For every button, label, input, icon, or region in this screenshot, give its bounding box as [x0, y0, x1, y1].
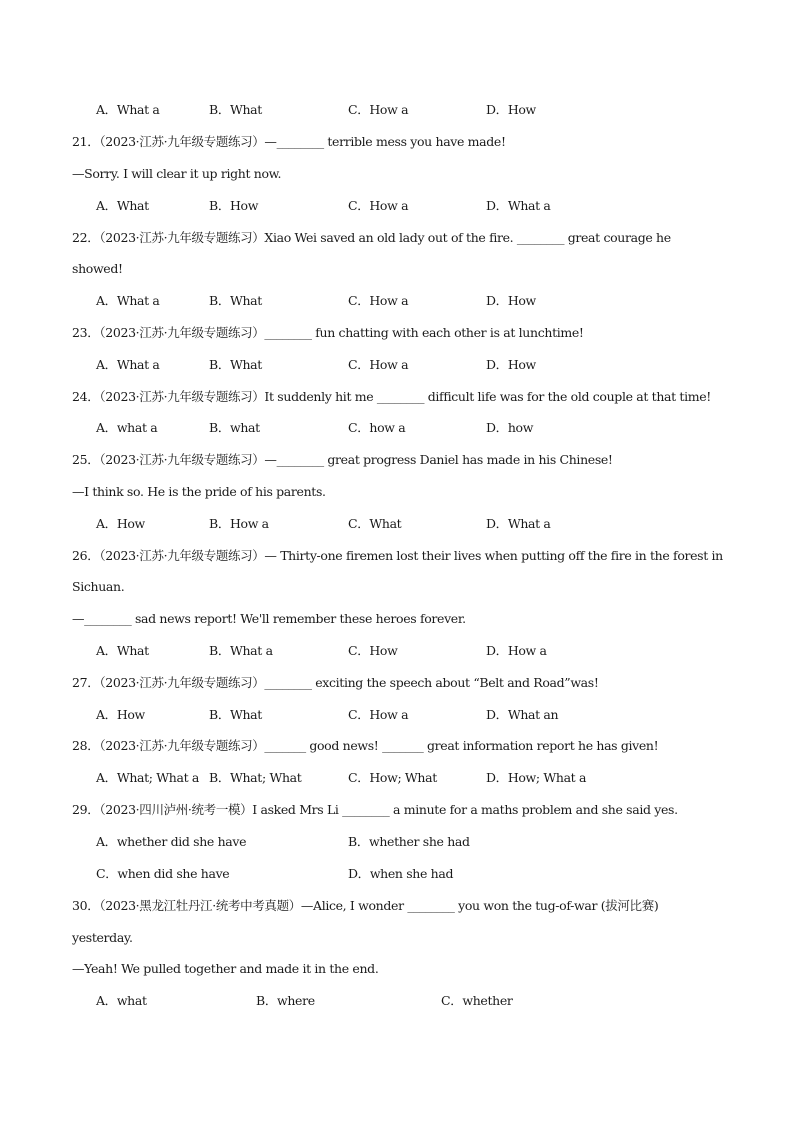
option-d: D．What a [486, 198, 551, 213]
option-c: C．how a [348, 420, 406, 435]
option-b: B．How [209, 198, 259, 213]
question-stem: 23．（2023·江苏·九年级专题练习）________ fun chatting with each other is at lunchtime! [72, 325, 584, 340]
dialogue-reply: —I think so. He is the pride of his parents. [72, 484, 326, 499]
option-a: A．What; What a [96, 770, 199, 785]
question-stem-continued: showed! [72, 261, 123, 276]
question-stem: 26．（2023·江苏·九年级专题练习）— Thirty-one firemen lost their lives when putting off the fire in the forest in [72, 548, 723, 563]
option-d: D．How [486, 102, 536, 117]
option-a: A．What [96, 643, 149, 658]
option-d: D．How [486, 293, 536, 308]
question-stem: 21．（2023·江苏·九年级专题练习）—________ terrible mess you have made! [72, 134, 506, 149]
dialogue-reply: —Yeah! We pulled together and made it in the end. [72, 961, 379, 976]
option-b: B．What [209, 707, 262, 722]
option-d: D．How; What a [486, 770, 587, 785]
option-b: B．What [209, 293, 262, 308]
option-b: B．How a [209, 516, 269, 531]
option-d: D．What an [486, 707, 559, 722]
question-stem: 29．（2023·四川泸州·统考一模）I asked Mrs Li ________ a minute for a maths problem and she said yes. [72, 802, 678, 817]
option-c: C．How; What [348, 770, 437, 785]
option-c: C．How a [348, 102, 409, 117]
option-b: B．What [209, 102, 262, 117]
option-a: A．What a [96, 293, 160, 308]
dialogue-reply: —Sorry. I will clear it up right now. [72, 166, 282, 181]
option-c: C．How a [348, 357, 409, 372]
option-d: D．How [486, 357, 536, 372]
option-c: C．How [348, 643, 398, 658]
question-stem-continued: yesterday. [72, 930, 133, 945]
option-c: C．whether [441, 993, 513, 1008]
question-stem: 27．（2023·江苏·九年级专题练习）________ exciting the speech about “Belt and Road”was! [72, 675, 599, 690]
option-a: A．What [96, 198, 149, 213]
option-b: B．What; What [209, 770, 302, 785]
option-b: B．what [209, 420, 260, 435]
option-c: C．when did she have [96, 866, 230, 881]
option-b: B．What a [209, 643, 273, 658]
option-d: D．when she had [348, 866, 454, 881]
dialogue-reply: —________ sad news report! We'll remember these heroes forever. [72, 611, 466, 626]
option-a: A．what a [96, 420, 158, 435]
option-d: D．How a [486, 643, 547, 658]
question-stem: 22．（2023·江苏·九年级专题练习）Xiao Wei saved an old lady out of the fire. ________ great courage he [72, 230, 671, 245]
option-d: D．how [486, 420, 534, 435]
question-stem: 30．（2023·黑龙江牡丹江·统考中考真题）—Alice, I wonder ________ you won the tug-of-war (拔河比赛) [72, 898, 659, 913]
option-b: B．where [256, 993, 315, 1008]
option-d: D．What a [486, 516, 551, 531]
question-stem-continued: Sichuan. [72, 579, 125, 594]
option-c: C．What [348, 516, 402, 531]
option-c: C．How a [348, 707, 409, 722]
option-a: A．What a [96, 357, 160, 372]
option-a: A．How [96, 707, 145, 722]
option-c: C．How a [348, 293, 409, 308]
question-stem: 24．（2023·江苏·九年级专题练习）It suddenly hit me ________ difficult life was for the old couple at that time! [72, 389, 711, 404]
option-b: B．whether she had [348, 834, 470, 849]
question-stem: 28．（2023·江苏·九年级专题练习）_______ good news! _______ great information report he has given! [72, 738, 659, 753]
option-b: B．What [209, 357, 262, 372]
option-a: A．How [96, 516, 145, 531]
option-c: C．How a [348, 198, 409, 213]
option-a: A．What a [96, 102, 160, 117]
option-a: A．whether did she have [96, 834, 247, 849]
question-stem: 25．（2023·江苏·九年级专题练习）—________ great progress Daniel has made in his Chinese! [72, 452, 613, 467]
option-a: A．what [96, 993, 147, 1008]
